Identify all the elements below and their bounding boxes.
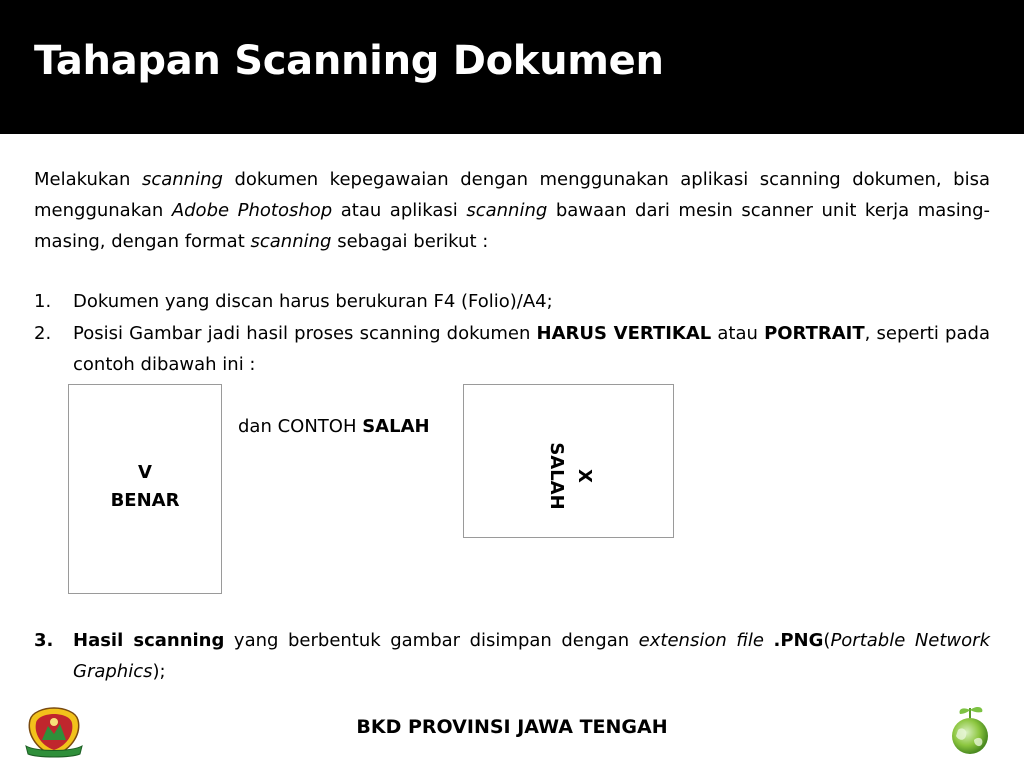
list-bold: Hasil scanning xyxy=(73,630,225,651)
intro-italic: Adobe Photoshop xyxy=(171,200,333,221)
check-mark: V xyxy=(138,462,152,483)
contoh-bold: SALAH xyxy=(362,416,430,437)
intro-paragraph xyxy=(34,164,990,257)
contoh-salah-caption xyxy=(238,411,430,442)
list-item-2 xyxy=(34,318,990,380)
footer-organization: BKD PROVINSI JAWA TENGAH xyxy=(356,716,668,738)
intro-italic: scanning xyxy=(141,169,223,190)
slide-title: Tahapan Scanning Dokumen xyxy=(34,38,664,84)
intro-italic: scanning xyxy=(466,200,548,221)
cross-mark: X xyxy=(574,469,595,483)
list-text: , seperti pada contoh dibawah ini : xyxy=(73,323,990,375)
list-item-3 xyxy=(34,625,990,687)
intro-text: Melakukan xyxy=(34,169,142,190)
list-text: Dokumen yang discan harus berukuran F4 (Folio)/A4; xyxy=(73,291,553,312)
salah-text: SALAH xyxy=(546,442,567,510)
list-text: ( xyxy=(823,630,831,651)
intro-italic: scanning xyxy=(250,231,332,252)
list-number: 3. xyxy=(34,630,54,651)
list-bold: PORTRAIT xyxy=(764,323,865,344)
list-number: 1. xyxy=(34,291,52,312)
list-text: atau xyxy=(711,323,765,344)
list-text: ); xyxy=(152,661,166,682)
intro-text: sebagai berikut : xyxy=(331,231,489,252)
intro-text: atau aplikasi xyxy=(332,200,467,221)
intro-text: dokumen kepegawaian dengan menggunakan aplikasi scanning dokumen, bisa menggunakan xyxy=(34,169,990,221)
list-text xyxy=(764,630,774,651)
benar-label xyxy=(0,459,290,515)
list-text: Posisi Gambar jadi hasil proses scanning dokumen xyxy=(73,323,537,344)
list-italic: extension file xyxy=(638,630,764,651)
list-bold: .PNG xyxy=(773,630,824,651)
list-text: yang berbentuk gambar disimpan dengan xyxy=(224,630,639,651)
list-bold: HARUS VERTIKAL xyxy=(536,323,712,344)
list-item-1 xyxy=(34,286,990,317)
intro-text: bawaan dari mesin scanner unit kerja masing-masing, dengan format xyxy=(34,200,991,252)
benar-text: BENAR xyxy=(110,490,180,511)
list-italic: Portable Network Graphics xyxy=(73,630,990,682)
list-number: 2. xyxy=(34,323,52,344)
title-bar xyxy=(0,0,1024,134)
salah-label xyxy=(542,386,598,566)
contoh-text: dan CONTOH xyxy=(238,416,363,437)
